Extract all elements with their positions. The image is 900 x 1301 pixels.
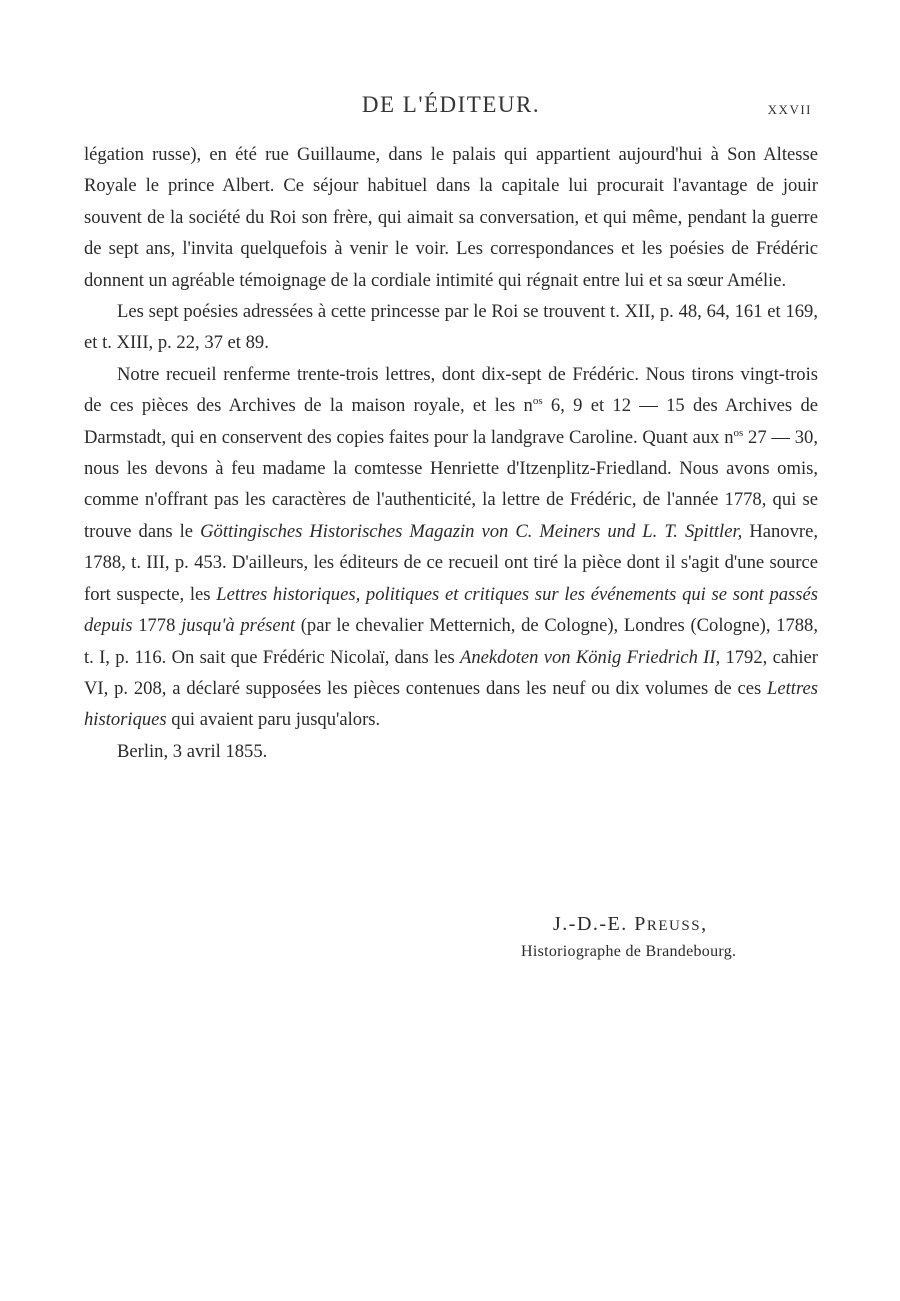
paragraph-poems: Les sept poésies adressées à cette princesse par le Roi se trouvent t. XII, p. 48, 64, 161 et 169, et t. XIII, p. 22, 37 et 89.	[84, 301, 818, 354]
text-run: Hanovre, 1788, t. III, p. 453. D'ailleurs, les éditeurs de ce recueil ont tiré la pièce dont il s'agit d'une source fort suspecte, les	[84, 520, 818, 605]
date-line: Berlin, 3 avril 1855.	[117, 740, 268, 762]
superscript: os	[532, 395, 543, 408]
signature-title: Historiographe de Brandebourg.	[521, 943, 737, 960]
signature-name	[553, 910, 800, 940]
italic-title: Anekdoten von König Friedrich II,	[459, 646, 721, 668]
text-run: 1792, cahier VI, p. 208, a déclaré supposées les pièces contenues dans les neuf ou dix volumes de ces	[84, 646, 818, 699]
text-run: 1778	[132, 615, 182, 637]
italic-title: Göttingisches Historisches Magazin von C. Meiners und L. T. Spittler,	[200, 520, 743, 542]
page-number: XXVII	[767, 102, 812, 117]
text-run: 6, 9 et 12 — 15 des Archives de Darmstadt, qui en conservent des copies faites pour la landgrave Caroline. Quant aux n	[84, 395, 818, 448]
italic-title: Lettres historiques	[84, 677, 818, 731]
text-run: Notre recueil renferme trente-trois lettres, dont dix-sept de Frédéric. Nous tirons vingt-trois de ces pièces des Archives de la maison royale, et les n	[84, 363, 818, 417]
text-run: 27 — 30, nous les devons à feu madame la comtesse Henriette d'Itzenplitz-Friedland. Nous avons omis, comme n'offrant pas les caractères de l'authenticité, la lettre de Frédéric, de l'année 1778, qui se trouve dans le	[84, 426, 819, 542]
paragraph-letters	[84, 359, 818, 736]
text-run: (par le chevalier Metternich, de Cologne), Londres (Cologne), 1788, t. I, p. 116. On sait que Frédéric Nicolaï, dans les	[84, 615, 819, 668]
main-text	[84, 139, 818, 767]
superscript: os	[733, 426, 744, 439]
signature-initials: J.-D.-E. P	[553, 913, 647, 935]
signature-comma: ,	[701, 913, 708, 935]
italic-title: jusqu'à présent	[181, 615, 296, 637]
page-header	[84, 92, 818, 126]
text-run: qui avaient paru jusqu'alors.	[166, 709, 381, 731]
signature-small-caps: REUSS	[646, 918, 702, 934]
italic-title: Lettres historiques, politiques et critiques sur les événements qui se sont passés depuis	[84, 583, 819, 637]
running-title: DE L'ÉDITEUR.	[361, 92, 541, 117]
paragraph-continuation: légation russe), en été rue Guillaume, dans le palais qui appartient aujourd'hui à Son Altesse Royale le prince Albert. Ce séjour habituel dans la capitale lui procurait l'avantage de jouir souvent de la société du Roi son frère, qui aimait sa conversation, et qui même, pendant la guerre de sept ans, l'invita quelquefois à venir le voir. Les correspondances et les poésies de Frédéric donnent un agréable témoignage de la cordiale intimité qui régnait entre lui et sa sœur Amélie.	[84, 144, 818, 291]
signature-block	[500, 910, 800, 964]
